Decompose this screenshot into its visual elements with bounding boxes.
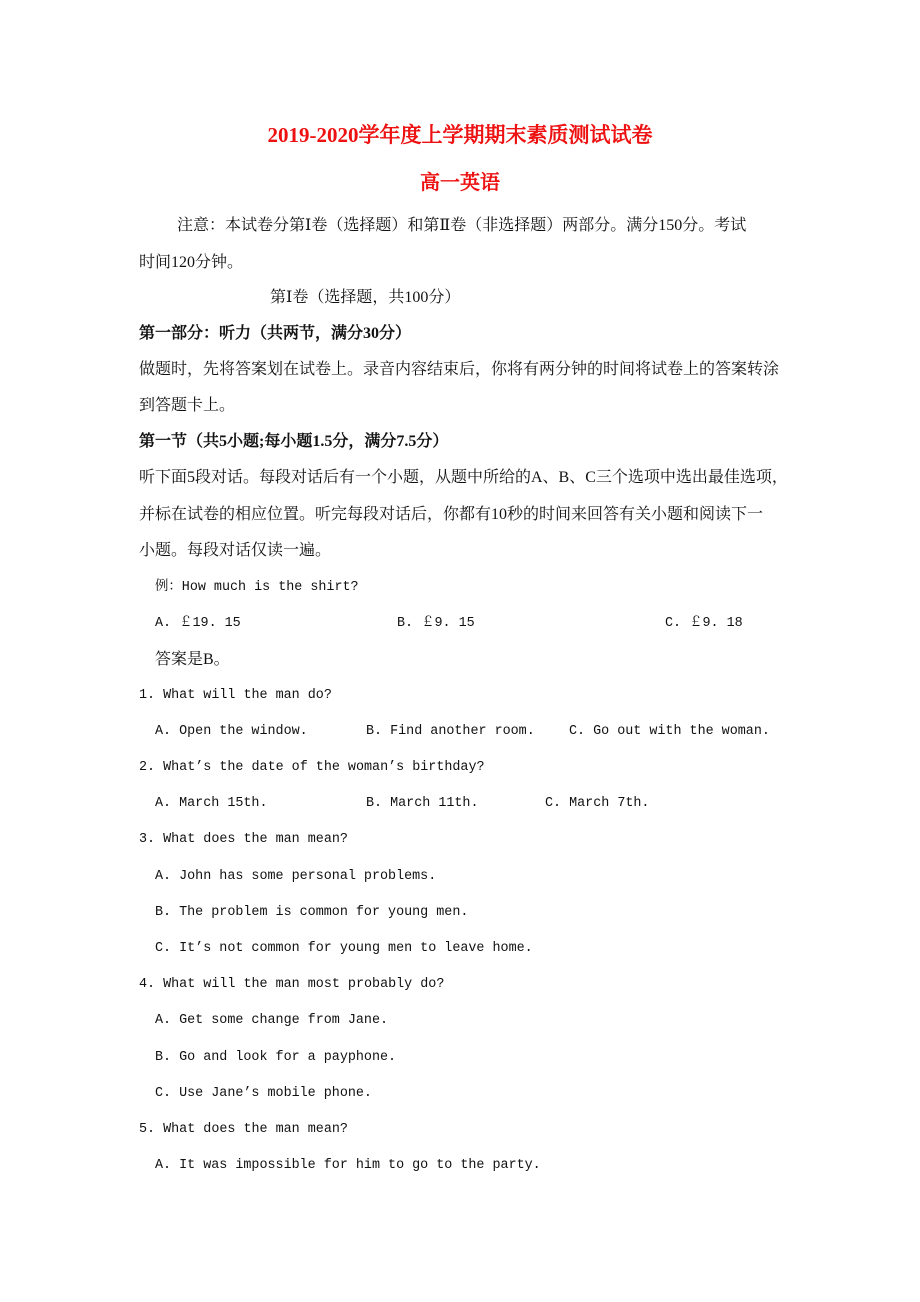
question: 3. What does the man mean? bbox=[139, 832, 348, 847]
example-option: B. ￡9. 15 bbox=[397, 616, 475, 631]
section-heading: 第一节（共5小题;每小题1.5分，满分7.5分） bbox=[139, 433, 449, 450]
part-heading: 第一部分：听力（共两节，满分30分） bbox=[139, 325, 412, 342]
option: B. Find another room. bbox=[366, 724, 535, 739]
option: A. March 15th. bbox=[155, 796, 268, 811]
option: B. March 11th. bbox=[366, 796, 479, 811]
notice-line: 时间120分钟。 bbox=[139, 254, 244, 271]
question: 5. What does the man mean? bbox=[139, 1122, 348, 1137]
question: 2. What’s the date of the woman’s birthday? bbox=[139, 760, 485, 775]
instruction-line: 并标在试卷的相应位置。听完每段对话后，你都有10秒的时间来回答有关小题和阅读下一 bbox=[139, 506, 764, 523]
question: 4. What will the man most probably do? bbox=[139, 977, 445, 992]
option: A. Get some change from Jane. bbox=[155, 1013, 389, 1028]
option: A. It was impossible for him to go to the party. bbox=[155, 1158, 541, 1173]
example-option: C. ￡9. 18 bbox=[665, 616, 743, 631]
option: C. Use Jane’s mobile phone. bbox=[155, 1086, 372, 1101]
option: C. It’s not common for young men to leave home. bbox=[155, 941, 533, 956]
option: B. Go and look for a payphone. bbox=[155, 1050, 397, 1065]
example-question: 例：How much is the shirt? bbox=[155, 580, 359, 595]
option: C. March 7th. bbox=[545, 796, 650, 811]
option: C. Go out with the woman. bbox=[569, 724, 770, 739]
option: A. Open the window. bbox=[155, 724, 308, 739]
notice-line: 注意：本试卷分第Ⅰ卷（选择题）和第Ⅱ卷（非选择题）两部分。满分150分。考试 bbox=[177, 217, 747, 234]
volume-heading: 第Ⅰ卷（选择题，共100分） bbox=[270, 289, 461, 306]
instruction-line: 做题时，先将答案划在试卷上。录音内容结束后，你将有两分钟的时间将试卷上的答案转涂 bbox=[139, 361, 780, 378]
option: A. John has some personal problems. bbox=[155, 869, 437, 884]
instruction-line: 听下面5段对话。每段对话后有一个小题，从题中所给的A、B、C三个选项中选出最佳选项， bbox=[139, 469, 788, 486]
example-answer: 答案是B。 bbox=[155, 651, 230, 668]
instruction-line: 到答题卡上。 bbox=[139, 397, 236, 414]
instruction-line: 小题。每段对话仅读一遍。 bbox=[139, 542, 332, 559]
exam-title: 2019-2020学年度上学期期末素质测试试卷 bbox=[267, 123, 653, 147]
option: B. The problem is common for young men. bbox=[155, 905, 469, 920]
example-option: A. ￡19. 15 bbox=[155, 616, 241, 631]
exam-subtitle: 高一英语 bbox=[420, 172, 500, 194]
question: 1. What will the man do? bbox=[139, 688, 332, 703]
